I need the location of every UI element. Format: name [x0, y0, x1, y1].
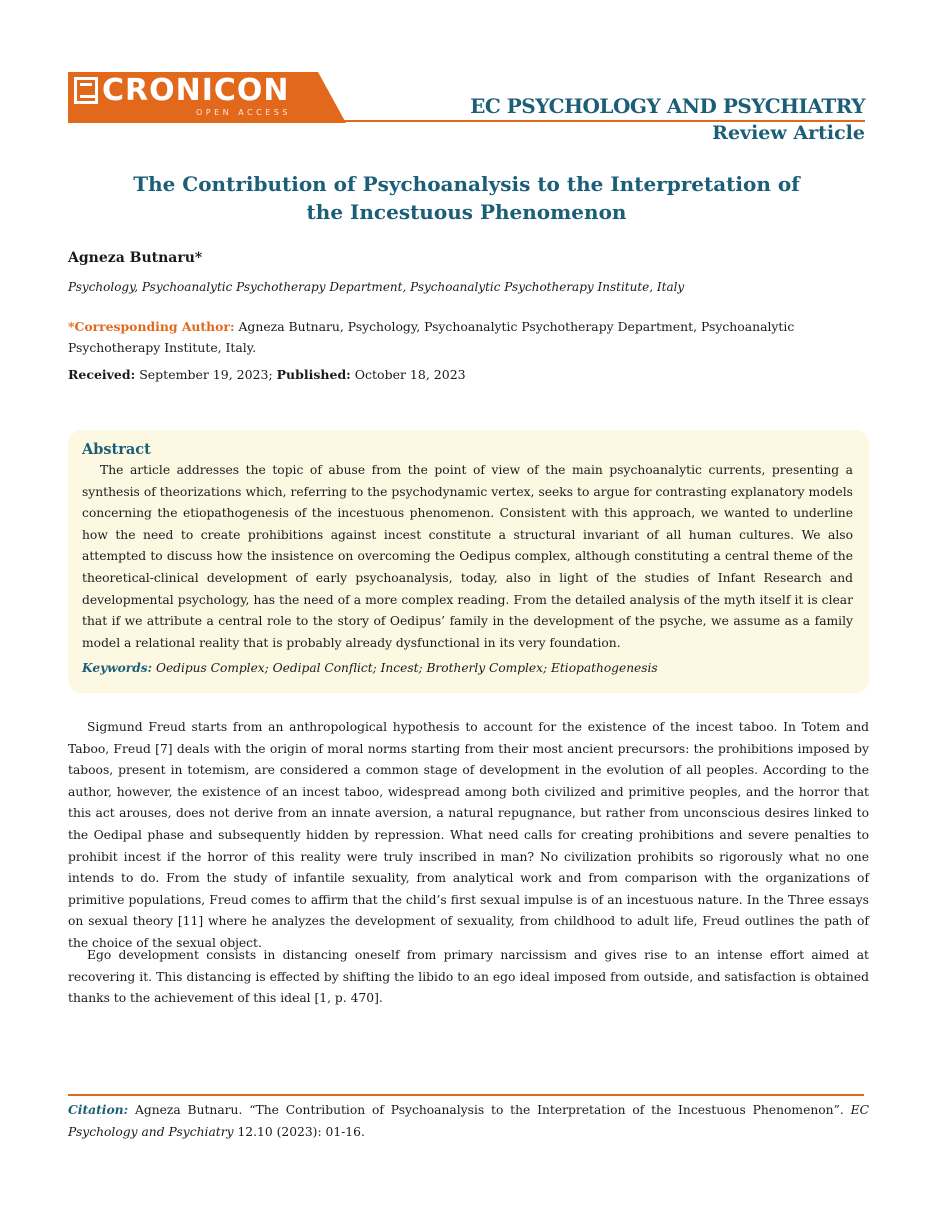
corresponding-author-sep: : [229, 319, 235, 334]
keywords-label: Keywords: [82, 661, 153, 676]
article-type: Review Article [712, 122, 865, 144]
journal-name: EC PSYCHOLOGY AND PSYCHIATRY [470, 94, 865, 118]
citation-journal: EC Psychology and Psychiatry [68, 1103, 869, 1139]
keywords [82, 658, 853, 678]
author-name: Agneza Butnaru* [68, 250, 203, 266]
published-label: Published: [276, 367, 351, 382]
footer-rule [68, 1094, 864, 1096]
logo-e-icon [74, 77, 98, 104]
article-title [100, 170, 833, 226]
received-label: Received: [68, 367, 136, 382]
article-dates [68, 367, 466, 382]
published-value: October 18, 2023 [350, 367, 466, 382]
author-affiliation: Psychology, Psychoanalytic Psychotherapy Department, Psychoanalytic Psychotherapy Institute, Italy [68, 280, 685, 294]
body-paragraph-1: Sigmund Freud starts from an anthropological hypothesis to account for the existence of the incest taboo. In Totem and Taboo, Freud [7] deals with the origin of moral norms starting from their most ancient precursors: the prohibitions imposed by taboos, present in totemism, are considered a common stage of development in the evolution of all peoples. According to the author, however, the existence of an incest taboo, widespread among both civilized and primitive peoples, and the horror that this act arouses, does not derive from an innate aversion, a natural repugnance, but rather from unconscious desires linked to the Oedipal phase and subsequently hidden by repression. What need calls for creating prohibitions and severe penalties to prohibit incest if the horror of this reality were truly inscribed in man? No civilization prohibits so rigorously what no one intends to do. From the study of infantile sexuality, from analytical work and from comparison with the organizations of primitive populations, Freud comes to affirm that the child’s first sexual impulse is of an incestuous nature. In the Three essays on sexual theory [11] where he analyzes the development of sexuality, from childhood to adult life, Freud outlines the path of the choice of the sexual object. [68, 720, 869, 950]
body-paragraph-2: Ego development consists in distancing oneself from primary narcissism and gives rise to an intense effort aimed at recovering it. This distancing is effected by shifting the libido to an ego ideal imposed from outside, and satisfaction is obtained thanks to the achievement of this ideal [1, p. 470]. [68, 948, 869, 1006]
received-value: September 19, 2023; [135, 367, 277, 382]
abstract-heading: Abstract [82, 441, 151, 458]
citation-label: Citation: [68, 1102, 129, 1117]
citation-tail: 12.10 (2023): 01-16. [233, 1125, 365, 1139]
citation-text: Agneza Butnaru. “The Contribution of Psychoanalysis to the Interpretation of the Incestuous Phenomenon”. [128, 1103, 851, 1117]
citation [68, 1099, 869, 1143]
title-line-1: The Contribution of Psychoanalysis to the Interpretation of [133, 172, 800, 196]
journal-logo [68, 72, 346, 123]
abstract-text: The article addresses the topic of abuse from the point of view of the main psychoanalytic currents, presenting a synthesis of theorizations which, referring to the psychodynamic vertex, seeks to argue for contrasting explanatory models concerning the etiopathogenesis of the incestuous phenomenon. Consistent with this approach, we wanted to underline how the need to create prohibitions against incest constitute a structural invariant of all human cultures. We also attempted to discuss how the insistence on overcoming the Oedipus complex, although constituting a central theme of the theoretical-clinical development of early psychoanalysis, today, also in light of the studies of Infant Research and developmental psychology, has the need of a more complex reading. From the detailed analysis of the myth itself it is clear that if we attribute a central role to the story of Oedipus’ family in the development of the psyche, we assume as a family model a relational reality that is probably already dysfunctional in its very foundation. [82, 463, 853, 650]
keywords-list: Oedipus Complex; Oedipal Conflict; Incest; Brotherly Complex; Etiopathogenesis [152, 661, 658, 676]
logo-subtitle: OPEN ACCESS [196, 108, 291, 117]
corresponding-author-text: Agneza Butnaru, Psychology, Psychoanalytic Psychotherapy Department, Psychoanalytic Psychotherapy Institute, Italy. [68, 319, 795, 355]
abstract-box [68, 430, 869, 693]
title-line-2: the Incestuous Phenomenon [306, 200, 627, 224]
logo-name: CRONICON [102, 73, 290, 108]
corresponding-author-label: *Corresponding Author [68, 319, 230, 334]
corresponding-author [68, 316, 868, 358]
